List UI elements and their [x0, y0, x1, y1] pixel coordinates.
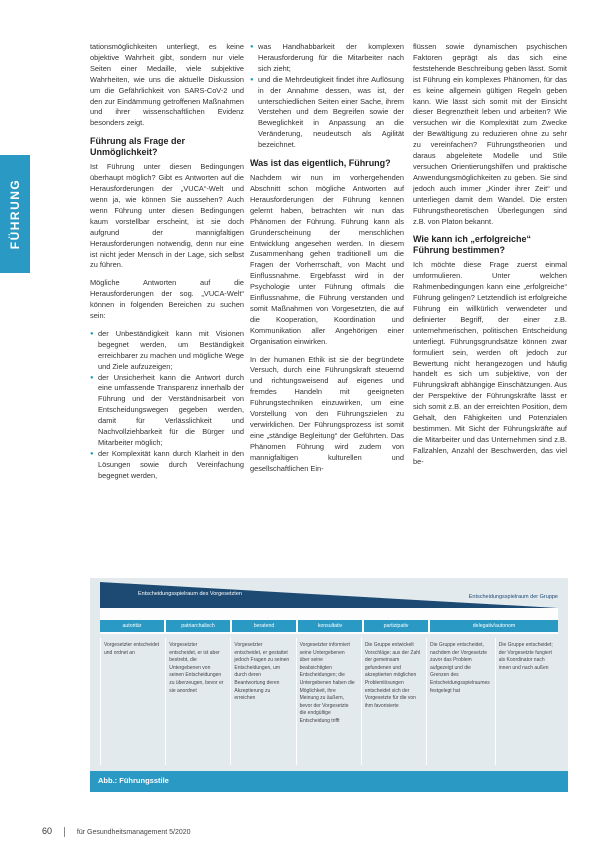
style-descriptions [100, 638, 558, 765]
description-cell: Vorgesetzter entscheidet, er gestattet jedoch Fragen zu seinen Entscheidungen, um durch deren Beantwortung deren Akzeptierung zu erreichen [230, 638, 293, 765]
footer-divider [64, 827, 65, 837]
text-column-1 [90, 42, 244, 489]
description-cell: Vorgesetzter entscheidet, er ist aber bestrebt, die Untergebenen von seinen Entscheidungen zu überzeugen, bevor er sie anordnet [165, 638, 228, 765]
page-footer [42, 826, 191, 837]
bullet-list [90, 329, 244, 482]
figure-caption: Abb.: Führungsstile [98, 776, 169, 785]
bullet-item-continued: ● was Handhabbarkeit der komplexen Herausforderung für die Mitarbeiter nach sich zieht; [250, 42, 404, 75]
bullet-list [250, 42, 404, 151]
bullet-item: ● und die Mehrdeutigkeit findet ihre Auflösung in der Annahme dessen, was ist, der unterschiedlichen Seiten einer Sache, ihrem Verstehen und dem Begreifen sowie der Beweglichkeit in Anpassung an die Veränderung, neudeutsch als Agilität bezeichnet. [250, 75, 404, 151]
description-cell: Vorgesetzter entscheidet und ordnet an [100, 638, 163, 765]
group-scope-label: Entscheidungsspielraum der Gruppe [468, 594, 558, 600]
paragraph: Ich möchte diese Frage zuerst einmal umformulieren. Unter welchen Rahmenbedingungen kann eine „erfolgreiche“ Führung gelingen? Letztendlich ist erfolgreiche Führung ein willkürlich verwendeter und definierter Begriff, der einer z.B. unternehmerischen, politischen Entscheidung unterliegt. Führungsgrundsätze können zwar formuliert sein, werden oft jedoch zur Bewertung nicht herangezogen und häufig handelt es sich um subjektive, von der Führungskraft abhängige Einschätzungen. Aus der Perspektive der Führungskräfte lässt er sich somit z.B. an der erreichten Position, dem Gehalt, den Fähigkeiten und Potenzialen bestimmen. Mit Sicht der Führungskräfte auf die Mitarbeiter und das Unternehmen sind z.B. Fallzahlen, Anzahl der Beschwerden, das viel be- [413, 260, 567, 466]
stage-delegativ: delegativ/autonom [430, 620, 558, 632]
paragraph: In der humanen Ethik ist sie der begründete Versuch, durch eine Führungskraft steuernd und richtungsweisend auf eigenes und fremdes Handeln mit geeigneten Führungstechniken einzuwirken, um eine Vorstellung von den Führungszielen zu verwirklichen. Der Führungsprozess ist somit eine „ständige Begleitung“ der Geführten. Das Phänomen Führung wird zudem von mannigfaltigen kulturellen und gesellschaftlichen Ein- [250, 354, 404, 473]
journal-name: für Gesundheitsmanagement 5/2020 [76, 829, 191, 836]
section-heading: Führung als Frage der Unmöglichkeit? [90, 136, 186, 158]
stage-patriarchalisch: patriarchalisch [166, 620, 230, 632]
figure-graphic [90, 578, 568, 771]
description-cell: Die Gruppe entscheidet, nachdem der Vorgesetzte zuvor das Problem aufgezeigt und die Grenzen des Entscheidungsspielraumes festgelegt hat [426, 638, 493, 765]
text-column-3 [413, 42, 567, 475]
bullet-item: ● der Unbeständigkeit kann mit Visionen begegnet werden, um Beständigkeit erreichbarer zu machen und mögliche Wege und Ziele aufzuzeigen; [90, 329, 244, 373]
superior-scope-label: Entscheidungsspielraum des Vorgesetzten [138, 591, 242, 597]
style-stages [100, 620, 558, 632]
paragraph: Nachdem wir nun im vorhergehenden Abschnitt schon mögliche Antworten auf Herausforderungen der Führung kennen gelernt haben, betrachten wir nun das Phänomen der Führung. Führung kann als Grunderscheinung der menschlichen Entwicklung angesehen werden. In diesem Zusammenhang gehen traditionell um die Fragen der Vorherrschaft, von Macht und Einflussnahme. Ergebfasst wird in der Psychologie unter Führung oftmals die Einflussnahme, die Führung verstanden und somit Maßnahmen von Vorgesetzten, die auf die Kooperation, Koordination und Kommunikation aller Angehörigen einer Organisation einwirken. [250, 173, 404, 346]
paragraph: Mögliche Antworten auf die Herausforderungen der sog. „VUCA-Welt“ können in folgenden Bereichen zu suchen sein: [90, 278, 244, 321]
description-cell: Die Gruppe entscheidet; der Vorgesetzte fungiert als Koordinator nach innen und nach außen [495, 638, 558, 765]
page-number: 60 [42, 826, 53, 836]
leadership-styles-figure [90, 578, 568, 792]
section-tab-label: FÜHRUNG [8, 178, 22, 250]
text-column-2 [250, 42, 404, 482]
section-heading: Wie kann ich „erfolgreiche“ Führung bestimmen? [413, 234, 531, 256]
description-cell: Die Gruppe entwickelt Vorschläge; aus der Zahl der gemeinsam gefundenen und akzeptierten möglichen Problemlösungen entscheidet sich der Vorgesetzte für die von ihm favorisierte [361, 638, 424, 765]
bullet-item: ● der Komplexität kann durch Klarheit in den Lösungen sowie durch Vereinfachung begegnet werden, [90, 449, 244, 482]
description-cell: Vorgesetzter informiert seine Untergebenen über seine beabsichtigten Entscheidungen; die Untergebenen haben die Möglichkeit, ihre Meinung zu äußern, bevor der Vorgesetzte die endgültige Entscheidung trifft [296, 638, 359, 765]
paragraph: Ist Führung unter diesen Bedingungen überhaupt möglich? Gibt es Antworten auf die Herausforderungen der „VUCA“-Welt und wenn ja, wie können Sie aussehen? Auch wenn Führung unter diesen Bedingungen kaum vorstellbar erscheint, ist sie doch aufgrund der mannigfaltigen Herausforderungen notwendig, denn nur eine ist nicht jeder Mensch in der Lage, sich selbst zu führen. [90, 162, 244, 270]
stage-partizipativ: partizipativ [364, 620, 428, 632]
figure-caption-bar [90, 771, 568, 792]
paragraph: tationsmöglichkeiten unterliegt, es keine objektive Wahrheit gibt, sondern nur viele Seiten einer Medaille, viele subjektive Wahrheiten, wie uns die aktuelle Diskussion um die Gefährlichkeit von SARS-CoV-2 und den zur Eindämmung getroffenen Maßnahmen und ihrer wissenschaftlichen Evidenz besonders zeigt. [90, 42, 244, 128]
section-heading: Was ist das eigentlich, Führung? [250, 158, 391, 169]
stage-konsultativ: konsultativ [298, 620, 362, 632]
bullet-item: ● der Unsicherheit kann die Antwort durch eine umfassende Transparenz innerhalb der Führung und der Verständnisarbeit von Entscheidungswegen gegeben werden, damit für Verlässlichkeit und Nachvollziehbarkeit für die Bürger und Mitarbeiter möglich; [90, 373, 244, 449]
paragraph: flüssen sowie dynamischen psychischen Faktoren geprägt als das sich eine feststehende Beschreibung geben lässt. Somit ist Führung ein komplexes Phänomen, für das es keine allgemein gültigen Regeln geben kann. Wie lässt sich somit mit der Einsicht dieser Begrenztheit leben und arbeiten? Wie versuchen wir die Komplexität zum Zwecke der Bewältigung zu reduzieren ohne zu sehr zu vereinfachen? Führungstheorien und daraus abgeleitete Modelle und Stile versuchen Orientierungshilfen und praktische Anwendungsmöglichkeiten zu geben. Sie sind jedoch auch immer „Kinder ihrer Zeit“ und unterliegen damit dem Wandel. Die ersten Führungstheoretischen Überlegungen sind z.B. von Platon bekannt. [413, 42, 567, 226]
section-tab [0, 155, 30, 273]
stage-autoritaer: autoritär [100, 620, 164, 632]
stage-beratend: beratend [232, 620, 296, 632]
